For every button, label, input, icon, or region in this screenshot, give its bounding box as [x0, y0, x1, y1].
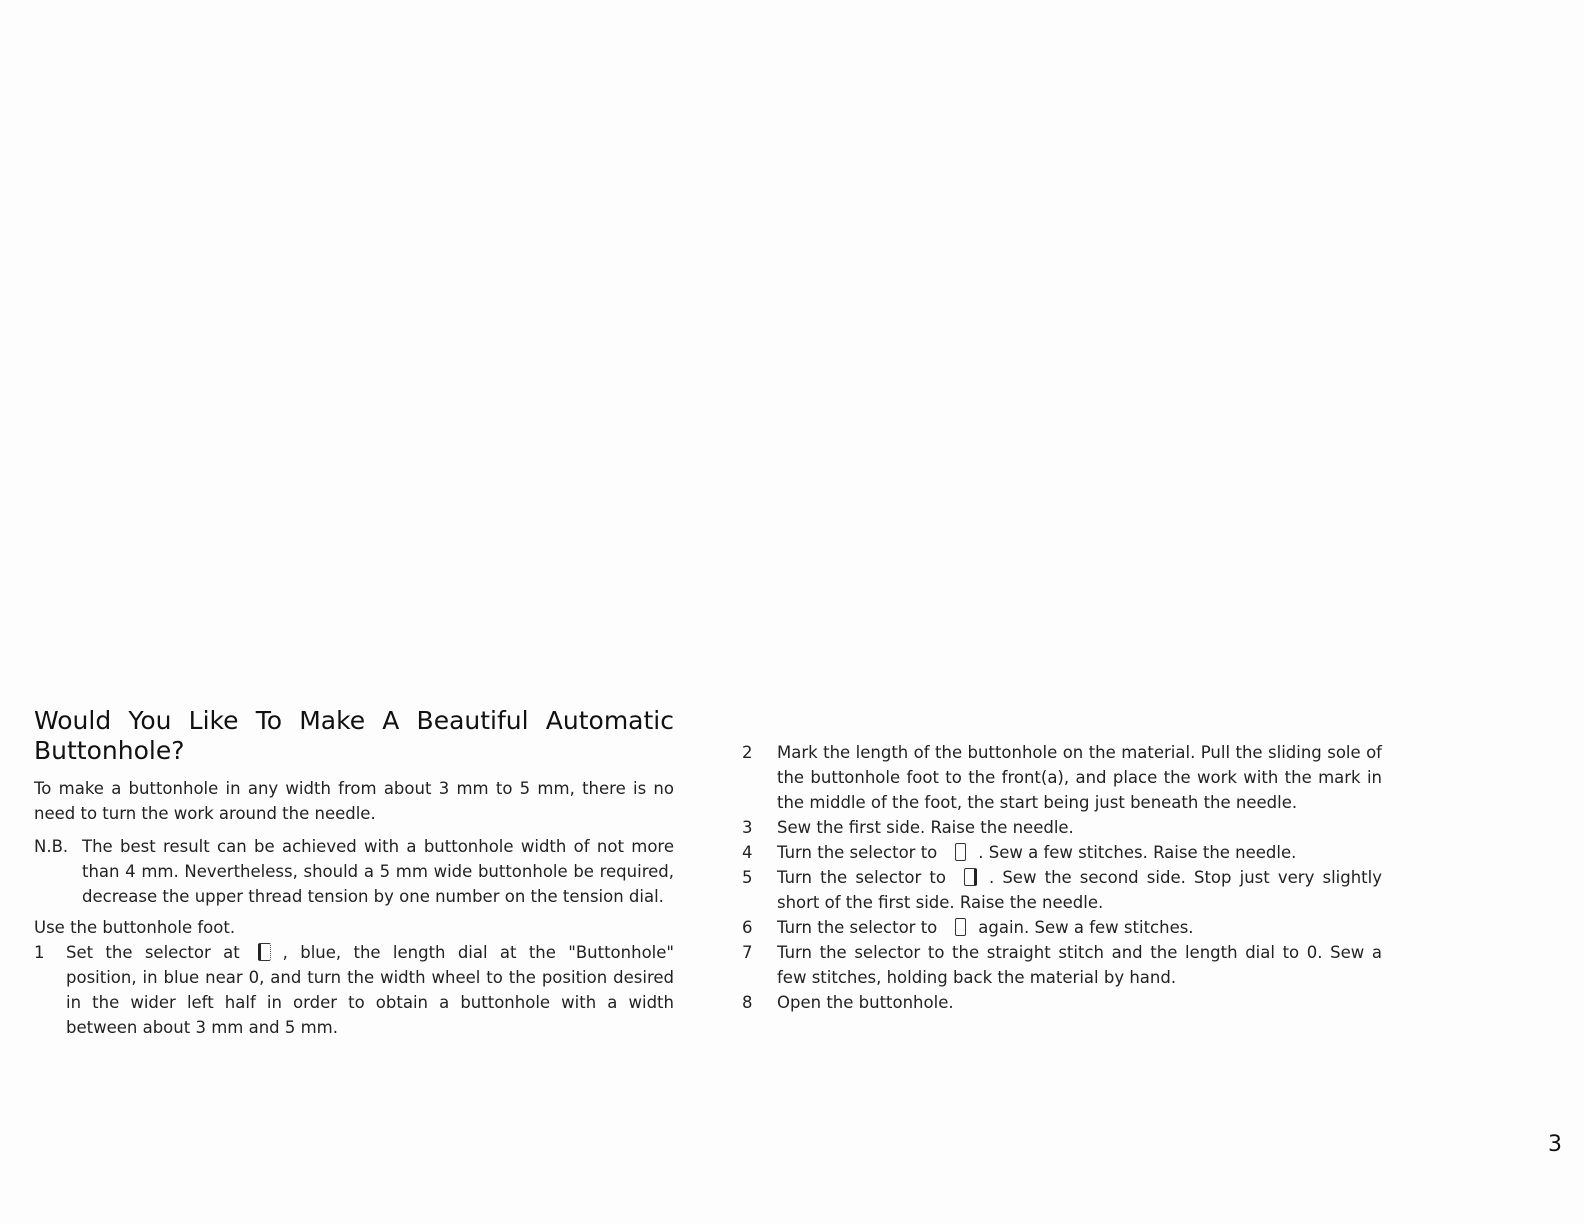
page-title: Would You Like To Make A Beautiful Automatic Buttonhole? — [34, 706, 674, 765]
step-text-before: Turn the selector to — [777, 843, 938, 862]
bartack-symbol-icon — [955, 843, 966, 861]
use-foot-line: Use the buttonhole foot. — [34, 918, 236, 937]
step-text-after: . Sew the second side. Stop just very slightly short of the first side. Raise the needle. — [777, 868, 1382, 912]
step-6 — [742, 915, 1382, 940]
step-4 — [742, 840, 1382, 865]
note-block — [34, 834, 674, 909]
step-text-before: Set the selector at — [66, 943, 240, 962]
step-text-after: . Sew a few stitches. Raise the needle. — [978, 843, 1297, 862]
step-text: Mark the length of the buttonhole on the material. Pull the sliding sole of the buttonhole foot to the front(a), and place the work with the mark in the middle of the foot, the start being just beneath the needle. — [777, 743, 1382, 812]
note-text: The best result can be achieved with a buttonhole width of not more than 4 mm. Nevertheless, should a 5 mm wide buttonhole be required, decrease the upper thread tension by one number on the tension dial. — [82, 837, 674, 906]
step-number: 5 — [742, 868, 753, 887]
step-7 — [742, 940, 1382, 990]
page-number: 3 — [1548, 1132, 1562, 1157]
step-3 — [742, 815, 1382, 840]
step-number: 8 — [742, 993, 753, 1012]
step-text — [777, 865, 1382, 915]
second-side-symbol-icon — [964, 868, 977, 886]
step-text — [777, 840, 1382, 865]
step-2 — [742, 740, 1382, 815]
step-text — [66, 940, 674, 1040]
buttonhole-symbol-icon — [258, 943, 271, 961]
step-number: 4 — [742, 843, 753, 862]
step-number: 7 — [742, 943, 753, 962]
step-text: Open the buttonhole. — [777, 993, 954, 1012]
step-text: Sew the first side. Raise the needle. — [777, 818, 1074, 837]
left-column — [34, 706, 674, 1040]
step-8 — [742, 990, 1382, 1015]
step-number: 3 — [742, 818, 753, 837]
intro-paragraph: To make a buttonhole in any width from about 3 mm to 5 mm, there is no need to turn the work around the needle. — [34, 779, 674, 823]
bartack-symbol-icon — [955, 918, 966, 936]
step-number: 1 — [34, 943, 45, 962]
note-label: N.B. — [34, 837, 69, 856]
step-text-before: Turn the selector to — [777, 918, 938, 937]
step-text-after: , blue, the length dial at the "Buttonhole" position, in blue near 0, and turn the width wheel to the position desired in the wider left half in order to obtain a buttonhole with a width between about 3 mm and 5 mm. — [66, 943, 674, 1037]
step-number: 2 — [742, 743, 753, 762]
step-text-before: Turn the selector to — [777, 868, 946, 887]
step-text — [777, 915, 1382, 940]
step-5 — [742, 865, 1382, 915]
step-text-after: again. Sew a few stitches. — [978, 918, 1194, 937]
step-number: 6 — [742, 918, 753, 937]
step-text: Turn the selector to the straight stitch and the length dial to 0. Sew a few stitches, holding back the material by hand. — [777, 943, 1382, 987]
right-column — [742, 740, 1382, 1015]
step-1 — [34, 940, 674, 1040]
